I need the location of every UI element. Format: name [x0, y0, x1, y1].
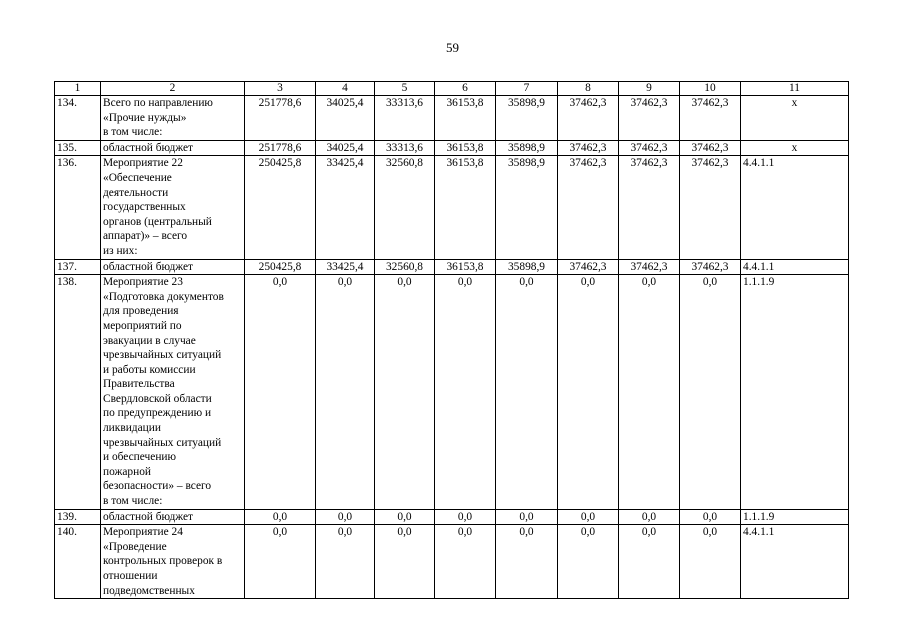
description-line: органов (центральный: [103, 215, 212, 228]
value-cell-col-3: 251778,6: [245, 96, 316, 141]
budget-table: [54, 81, 849, 599]
table-header: [55, 82, 849, 96]
row-description: [101, 156, 245, 259]
description-line: ликвидации: [103, 422, 161, 435]
value-cell-col-5: 0,0: [375, 275, 435, 510]
value-cell-col-8: 37462,3: [558, 259, 619, 275]
description-line: отношении: [103, 570, 158, 582]
table-row: [55, 96, 849, 141]
header-cell-5: 5: [375, 82, 435, 96]
description-line: Мероприятие 23: [103, 276, 183, 289]
row-number: 134.: [55, 96, 101, 141]
value-cell-col-5: 33313,6: [375, 140, 435, 156]
value-cell-col-4: 33425,4: [316, 259, 375, 275]
description-line: областной бюджет: [103, 510, 193, 523]
value-cell-col-3: 251778,6: [245, 140, 316, 156]
program-code: 4.4.1.1: [741, 525, 849, 599]
description-line: аппарат)» – всего: [103, 230, 188, 243]
description-line: безопасности» – всего: [103, 480, 212, 493]
value-cell-col-7: 35898,9: [496, 156, 558, 259]
value-cell-col-10: 37462,3: [680, 156, 741, 259]
description-line: «Обеспечение: [103, 171, 172, 184]
description-line: «Подготовка документов: [103, 290, 224, 303]
value-cell-col-4: 33425,4: [316, 156, 375, 259]
value-cell-col-6: 0,0: [435, 525, 496, 599]
description-line: подведомственных: [103, 584, 195, 597]
description-line: по предупреждению и: [103, 407, 212, 420]
value-cell-col-5: 33313,6: [375, 96, 435, 141]
header-cell-4: 4: [316, 82, 375, 96]
value-cell-col-10: 0,0: [680, 275, 741, 510]
header-cell-6: 6: [435, 82, 496, 96]
value-cell-col-8: 37462,3: [558, 156, 619, 259]
value-cell-col-3: 0,0: [245, 509, 316, 525]
value-cell-col-5: 32560,8: [375, 259, 435, 275]
description-line: пожарной: [103, 465, 152, 478]
page-number: 59: [446, 40, 459, 55]
value-cell-col-9: 37462,3: [619, 96, 680, 141]
program-code: x: [741, 96, 849, 141]
description-line: в том числе:: [103, 495, 163, 508]
value-cell-col-6: 36153,8: [435, 140, 496, 156]
description-line: и обеспечению: [103, 451, 177, 464]
table-row: [55, 140, 849, 156]
description-line: контрольных проверок в: [103, 555, 223, 568]
value-cell-col-8: 0,0: [558, 525, 619, 599]
program-code: 4.4.1.1: [741, 156, 849, 259]
header-row: [55, 82, 849, 96]
description-line: чрезвычайных ситуаций: [103, 436, 222, 449]
table-row: [55, 275, 849, 510]
value-cell-col-10: 37462,3: [680, 259, 741, 275]
value-cell-col-6: 0,0: [435, 275, 496, 510]
row-number: 138.: [55, 275, 101, 510]
description-line: мероприятий по: [103, 319, 182, 332]
header-cell-3: 3: [245, 82, 316, 96]
value-cell-col-4: 0,0: [316, 509, 375, 525]
description-line: «Прочие нужды»: [103, 111, 187, 124]
table-row: [55, 509, 849, 525]
row-description: [101, 96, 245, 141]
header-cell-8: 8: [558, 82, 619, 96]
value-cell-col-7: 35898,9: [496, 140, 558, 156]
table-body: [55, 96, 849, 599]
description-line: и работы комиссии: [103, 363, 196, 376]
value-cell-col-8: 0,0: [558, 509, 619, 525]
value-cell-col-9: 37462,3: [619, 259, 680, 275]
value-cell-col-8: 37462,3: [558, 140, 619, 156]
table-row: [55, 156, 849, 259]
value-cell-col-6: 36153,8: [435, 156, 496, 259]
value-cell-col-5: 32560,8: [375, 156, 435, 259]
description-line: областной бюджет: [103, 141, 193, 154]
value-cell-col-10: 37462,3: [680, 140, 741, 156]
program-code: 4.4.1.1: [741, 259, 849, 275]
value-cell-col-4: 34025,4: [316, 96, 375, 141]
row-number: 135.: [55, 140, 101, 156]
row-description: [101, 509, 245, 525]
value-cell-col-9: 37462,3: [619, 140, 680, 156]
value-cell-col-7: 0,0: [496, 275, 558, 510]
row-description: [101, 525, 245, 599]
row-description: [101, 275, 245, 510]
description-line: в том числе:: [103, 126, 163, 139]
description-line: эвакуации в случае: [103, 334, 196, 347]
value-cell-col-4: 0,0: [316, 525, 375, 599]
value-cell-col-3: 0,0: [245, 525, 316, 599]
value-cell-col-10: 0,0: [680, 509, 741, 525]
header-cell-11: 11: [741, 82, 849, 96]
description-line: государственных: [103, 201, 186, 214]
row-number: 136.: [55, 156, 101, 259]
description-line: для проведения: [103, 305, 179, 318]
value-cell-col-7: 35898,9: [496, 96, 558, 141]
value-cell-col-7: 35898,9: [496, 259, 558, 275]
description-line: чрезвычайных ситуаций: [103, 349, 222, 362]
value-cell-col-5: 0,0: [375, 525, 435, 599]
value-cell-col-6: 36153,8: [435, 259, 496, 275]
table-row: [55, 525, 849, 599]
value-cell-col-8: 0,0: [558, 275, 619, 510]
description-line: Правительства: [103, 378, 175, 391]
value-cell-col-6: 36153,8: [435, 96, 496, 141]
row-description: [101, 259, 245, 275]
row-number: 137.: [55, 259, 101, 275]
description-line: областной бюджет: [103, 260, 193, 273]
value-cell-col-3: 250425,8: [245, 259, 316, 275]
value-cell-col-9: 0,0: [619, 525, 680, 599]
row-description: [101, 140, 245, 156]
value-cell-col-9: 0,0: [619, 275, 680, 510]
value-cell-col-5: 0,0: [375, 509, 435, 525]
value-cell-col-8: 37462,3: [558, 96, 619, 141]
value-cell-col-4: 0,0: [316, 275, 375, 510]
header-cell-2: 2: [101, 82, 245, 96]
value-cell-col-9: 37462,3: [619, 156, 680, 259]
value-cell-col-3: 250425,8: [245, 156, 316, 259]
description-line: деятельности: [103, 186, 169, 199]
header-cell-1: 1: [55, 82, 101, 96]
value-cell-col-3: 0,0: [245, 275, 316, 510]
description-line: Всего по направлению: [103, 97, 213, 109]
value-cell-col-10: 37462,3: [680, 96, 741, 141]
program-code: x: [741, 140, 849, 156]
value-cell-col-9: 0,0: [619, 509, 680, 525]
value-cell-col-4: 34025,4: [316, 140, 375, 156]
description-line: «Проведение: [103, 540, 167, 553]
header-cell-10: 10: [680, 82, 741, 96]
row-number: 139.: [55, 509, 101, 525]
value-cell-col-7: 0,0: [496, 525, 558, 599]
header-cell-7: 7: [496, 82, 558, 96]
header-cell-9: 9: [619, 82, 680, 96]
description-line: Свердловской области: [103, 392, 212, 405]
description-line: Мероприятие 22: [103, 157, 183, 170]
description-line: Мероприятие 24: [103, 526, 183, 539]
program-code: 1.1.1.9: [741, 509, 849, 525]
program-code: 1.1.1.9: [741, 275, 849, 510]
table-row: [55, 259, 849, 275]
description-line: из них:: [103, 244, 138, 257]
value-cell-col-7: 0,0: [496, 509, 558, 525]
row-number: 140.: [55, 525, 101, 599]
value-cell-col-10: 0,0: [680, 525, 741, 599]
value-cell-col-6: 0,0: [435, 509, 496, 525]
